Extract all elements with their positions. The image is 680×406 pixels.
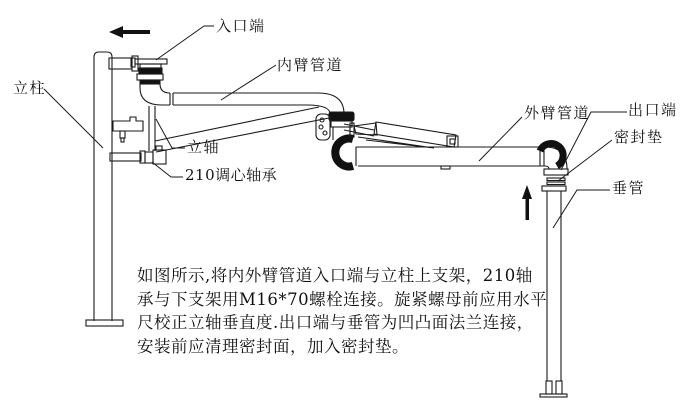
column	[86, 52, 123, 326]
label-outer-arm: 外臂管道	[524, 104, 591, 122]
leader-vertical-shaft	[156, 119, 185, 148]
note-line: 安装前应清理密封面，加入密封垫。	[137, 336, 409, 356]
column-base-plate	[86, 320, 123, 326]
outlet-flange	[544, 169, 568, 175]
cylinder-rod	[358, 137, 434, 148]
inlet-elbow-outer	[140, 84, 170, 105]
drop-pipe-top-flange	[542, 186, 566, 191]
label-drop-pipe: 垂管	[612, 179, 646, 197]
inlet-flange-assembly	[131, 58, 173, 105]
gusset-brace	[155, 107, 329, 152]
cylinder-body	[374, 122, 456, 147]
rod-anchor-bracket	[447, 136, 458, 147]
drop-pipe-nozzle-tab	[546, 381, 552, 394]
leader-inlet	[156, 26, 214, 60]
leader-outer-arm	[479, 117, 522, 161]
inlet-gasket-band	[139, 68, 162, 74]
swivel-seal-ring	[335, 139, 353, 167]
lower-support-bracket	[110, 151, 145, 163]
leader-inner-arm	[221, 65, 276, 100]
swivel-seal-collar	[329, 112, 354, 121]
label-inner-arm: 内臂管道	[277, 56, 344, 74]
label-vertical-shaft: 立轴	[187, 138, 221, 156]
bearing-block	[145, 146, 166, 164]
flow-left-arrow-icon	[109, 26, 150, 38]
note-line: 尺校正立轴垂直度.出口端与垂管为凹凸面法兰连接，	[137, 313, 534, 332]
balance-cylinder	[344, 122, 458, 148]
label-inlet: 入口端	[216, 17, 266, 35]
note-line: 承与下支架用M16*70螺栓连接。旋紧螺母前应用水平	[137, 289, 548, 309]
seal-gasket	[547, 178, 565, 185]
label-bearing: 210调心轴承	[185, 166, 278, 184]
label-outlet: 出口端	[628, 101, 678, 119]
inner-arm-elbow-inner	[307, 105, 330, 114]
label-gasket: 密封垫	[614, 128, 664, 146]
inner-arm-pipe	[173, 93, 344, 114]
note-line: 如图所示,将内外臂管道入口端与立柱上支架，210轴	[137, 266, 533, 285]
arm-swivel-joint	[316, 112, 354, 167]
inlet-gasket-band2	[140, 80, 160, 84]
flow-up-arrow-icon	[522, 185, 532, 220]
inner-arm-elbow-outer	[318, 93, 344, 114]
installation-note	[137, 264, 547, 358]
outer-arm-pipe	[356, 147, 545, 169]
middle-support-bracket	[113, 117, 143, 142]
inlet-elbow-inner	[160, 84, 170, 93]
drop-pipe-end-plate	[540, 394, 567, 397]
vertical-shaft	[149, 106, 155, 151]
drop-pipe-nozzle-tab	[556, 381, 562, 394]
label-column: 立柱	[13, 79, 47, 97]
